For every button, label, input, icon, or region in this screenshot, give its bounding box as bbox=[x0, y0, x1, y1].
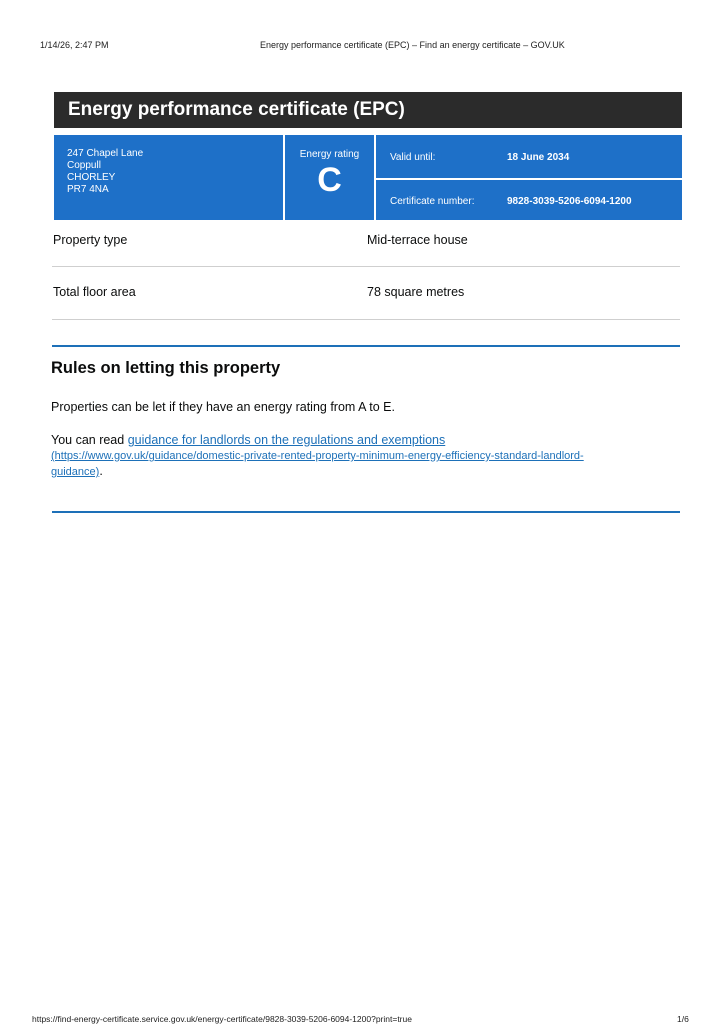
energy-rating-box bbox=[285, 135, 374, 220]
summary-row-property-type bbox=[52, 233, 680, 263]
address-line: 247 Chapel Lane bbox=[67, 148, 144, 159]
address-line: PR7 4NA bbox=[67, 184, 109, 195]
property-address bbox=[54, 135, 283, 220]
certificate-number-label: Certificate number: bbox=[390, 196, 475, 207]
certificate-number-box bbox=[376, 180, 682, 220]
section-divider bbox=[52, 345, 680, 347]
epc-summary-card bbox=[54, 135, 682, 220]
guidance-paragraph bbox=[51, 433, 641, 480]
guidance-link[interactable]: guidance for landlords on the regulations and exemptions bbox=[127, 433, 446, 447]
energy-rating-label: Energy rating bbox=[299, 149, 360, 160]
rules-heading: Rules on letting this property bbox=[51, 359, 281, 377]
guidance-url-link[interactable]: (https://www.gov.uk/guidance/domestic-private-rented-property-minimum-energy-efficiency-standard-landlord- bbox=[51, 450, 584, 462]
section-divider bbox=[52, 511, 680, 513]
guidance-url-link-end[interactable]: guidance) bbox=[51, 466, 100, 478]
certificate-number-value: 9828-3039-5206-6094-1200 bbox=[507, 196, 632, 207]
summary-value: Mid-terrace house bbox=[367, 233, 468, 247]
energy-rating-letter: C bbox=[317, 161, 342, 199]
print-date: 1/14/26, 2:47 PM bbox=[40, 40, 109, 50]
address-line: Coppull bbox=[67, 160, 101, 171]
print-footer bbox=[32, 1014, 692, 1024]
guidance-prefix: You can read bbox=[51, 433, 128, 447]
print-page-number: 1/6 bbox=[677, 1014, 689, 1024]
row-divider bbox=[52, 266, 680, 267]
valid-until-value: 18 June 2034 bbox=[507, 152, 570, 163]
summary-row-floor-area bbox=[52, 285, 680, 315]
summary-label: Property type bbox=[53, 233, 128, 247]
guidance-suffix: . bbox=[99, 464, 103, 478]
row-divider bbox=[52, 319, 680, 320]
rules-paragraph: Properties can be let if they have an energy rating from A to E. bbox=[51, 400, 395, 414]
print-url: https://find-energy-certificate.service.gov.uk/energy-certificate/9828-3039-5206-6094-1200?print=true bbox=[32, 1014, 412, 1024]
summary-value: 78 square metres bbox=[367, 285, 465, 299]
epc-banner-title: Energy performance certificate (EPC) bbox=[54, 92, 682, 128]
valid-until-box bbox=[376, 135, 682, 178]
valid-until-label: Valid until: bbox=[390, 152, 436, 163]
address-line: CHORLEY bbox=[67, 172, 116, 183]
print-page-title: Energy performance certificate (EPC) – Find an energy certificate – GOV.UK bbox=[260, 40, 565, 50]
summary-label: Total floor area bbox=[53, 285, 136, 299]
